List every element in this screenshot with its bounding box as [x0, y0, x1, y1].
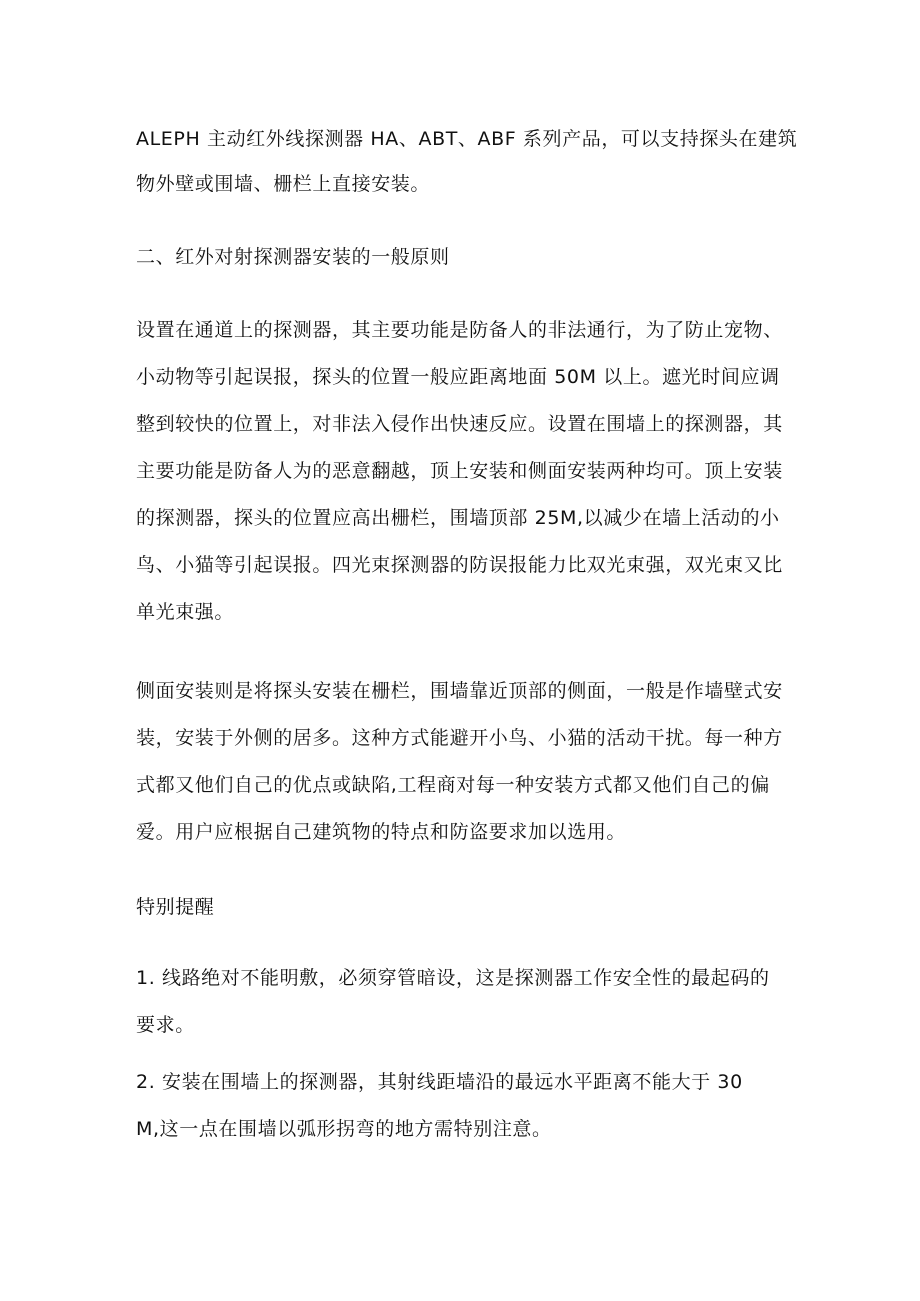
- text-line: 装，安装于外侧的居多。这种方式能避开小鸟、小猫的活动干扰。每一种方: [136, 727, 783, 749]
- text-line: 的探测器，探头的位置应高出栅栏，围墙顶部 25M,以减少在墙上活动的小: [136, 507, 780, 529]
- text-line: 小动物等引起误报，探头的位置一般应距离地面 50M 以上。遮光时间应调: [136, 366, 780, 388]
- text-line: 单光束强。: [136, 601, 235, 623]
- text-line: 设置在通道上的探测器，其主要功能是防备人的非法通行，为了防止宠物、: [136, 319, 783, 341]
- section-heading: 二、红外对射探测器安装的一般原则: [136, 246, 450, 268]
- text-line: 物外壁或围墙、栅栏上直接安装。: [136, 173, 431, 195]
- reminder-heading: 特别提醒: [136, 896, 215, 918]
- text-line: 整到较快的位置上，对非法入侵作出快速反应。设置在围墙上的探测器，其: [136, 413, 783, 435]
- text-line: 主要功能是防备人为的恶意翻越，顶上安装和侧面安装两种均可。顶上安装: [136, 460, 783, 482]
- text-line: 鸟、小猫等引起误报。四光束探测器的防误报能力比双光束强，双光束又比: [136, 554, 783, 576]
- text-line: 侧面安装则是将探头安装在栅栏，围墙靠近顶部的侧面，一般是作墙壁式安: [136, 680, 783, 702]
- text-line: 要求。: [136, 1014, 195, 1036]
- text-line: 1. 线路绝对不能明敷，必须穿管暗设，这是探测器工作安全性的最起码的: [136, 967, 770, 989]
- text-line: ALEPH 主动红外线探测器 HA、ABT、ABF 系列产品，可以支持探头在建筑: [136, 128, 798, 150]
- text-line: 爱。用户应根据自己建筑物的特点和防盗要求加以选用。: [136, 821, 627, 843]
- text-line: M,这一点在围墙以弧形拐弯的地方需特别注意。: [136, 1118, 552, 1140]
- text-line: 2. 安装在围墙上的探测器，其射线距墙沿的最远水平距离不能大于 30: [136, 1071, 743, 1093]
- text-line: 式都又他们自己的优点或缺陷,工程商对每一种安装方式都又他们自己的偏: [136, 774, 770, 796]
